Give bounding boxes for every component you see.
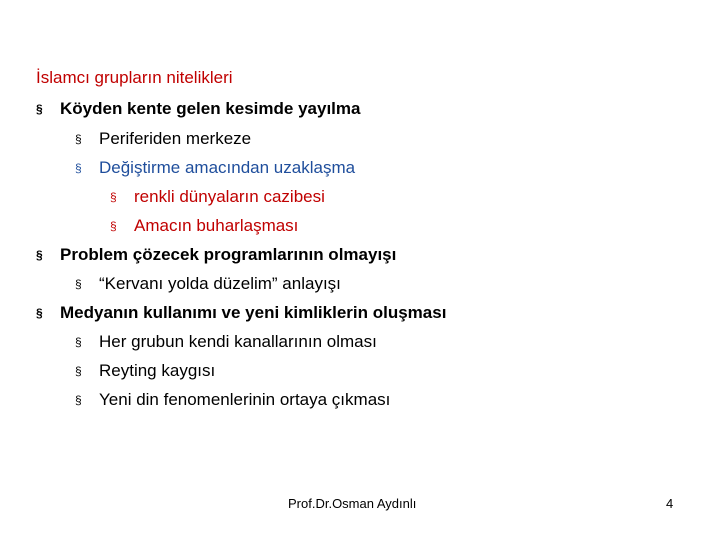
bullet-marker: § bbox=[75, 335, 82, 349]
bullet-text: Amacın buharlaşması bbox=[134, 216, 299, 235]
bullet-item bbox=[75, 157, 355, 179]
bullet-text: Reyting kaygısı bbox=[99, 361, 216, 380]
bullet-marker: § bbox=[75, 364, 82, 378]
bullet-item bbox=[110, 186, 325, 208]
bullet-item bbox=[36, 302, 446, 324]
bullet-text: “Kervanı yolda düzelim” anlayışı bbox=[99, 274, 341, 293]
bullet-text: Değiştirme amacından uzaklaşma bbox=[99, 158, 356, 177]
bullet-item bbox=[36, 244, 396, 266]
bullet-text: Yeni din fenomenlerinin ortaya çıkması bbox=[99, 390, 391, 409]
page-number: 4 bbox=[666, 496, 674, 511]
bullet-item bbox=[36, 98, 360, 120]
bullet-item bbox=[75, 128, 251, 150]
bullet-marker: § bbox=[110, 219, 117, 233]
slide-title: İslamcı grupların nitelikleri bbox=[36, 68, 233, 87]
footer-author: Prof.Dr.Osman Aydınlı bbox=[288, 496, 417, 511]
bullet-text: Her grubun kendi kanallarının olması bbox=[99, 332, 377, 351]
bullet-marker: § bbox=[75, 277, 82, 291]
bullet-marker: § bbox=[110, 190, 117, 204]
bullet-text: Köyden kente gelen kesimde yayılma bbox=[60, 99, 361, 118]
bullet-marker: § bbox=[36, 248, 43, 262]
bullet-text: Problem çözecek programlarının olmayışı bbox=[60, 245, 397, 264]
bullet-text: Medyanın kullanımı ve yeni kimliklerin oluşması bbox=[60, 303, 447, 322]
bullet-item bbox=[75, 273, 341, 295]
bullet-text: renkli dünyaların cazibesi bbox=[134, 187, 325, 206]
bullet-marker: § bbox=[75, 393, 82, 407]
bullet-item bbox=[110, 215, 298, 237]
bullet-text: Periferiden merkeze bbox=[99, 129, 252, 148]
bullet-item bbox=[75, 360, 215, 382]
bullet-item bbox=[75, 331, 377, 353]
bullet-marker: § bbox=[36, 306, 43, 320]
bullet-marker: § bbox=[75, 132, 82, 146]
bullet-marker: § bbox=[75, 161, 82, 175]
bullet-item bbox=[75, 389, 390, 411]
bullet-marker: § bbox=[36, 102, 43, 116]
